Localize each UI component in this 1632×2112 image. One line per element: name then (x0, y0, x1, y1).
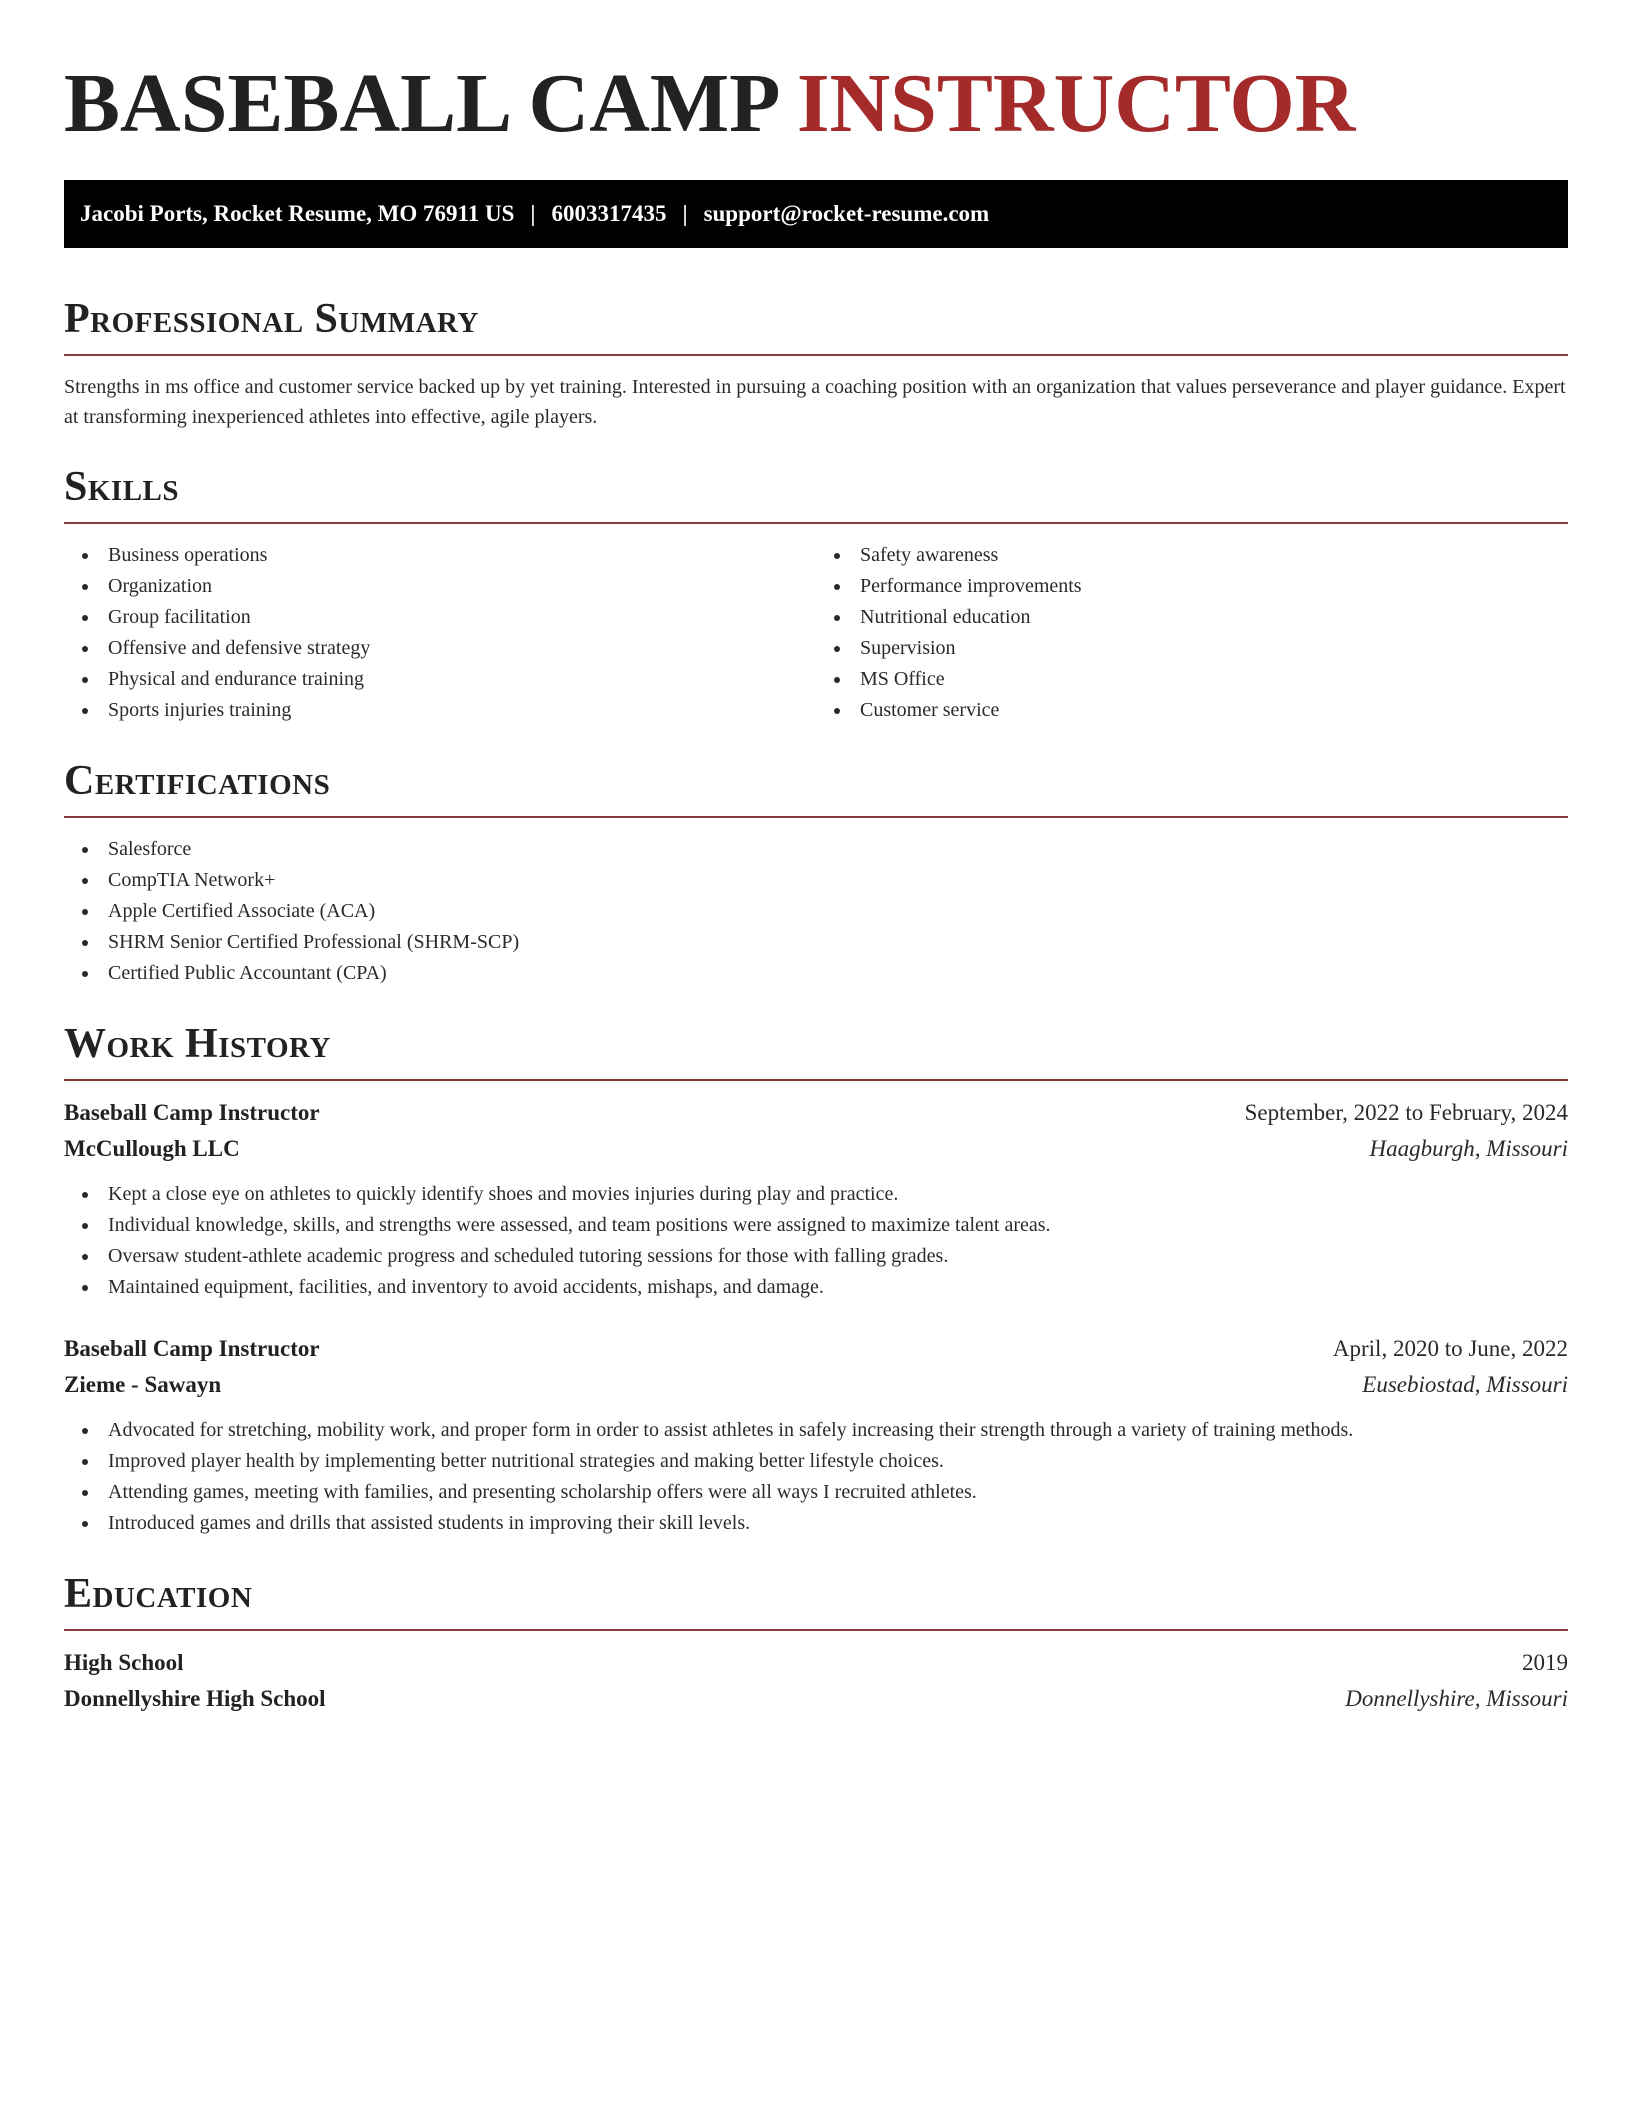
job-title: Baseball Camp Instructor (64, 1100, 320, 1125)
job-company: McCullough LLC (64, 1136, 240, 1161)
summary-text: Strengths in ms office and customer service backed up by yet training. Interested in pursuing a coaching position with an organization that values perseverance and player guidance. Expert at transforming inexperienced athletes into effective, agile players. (64, 376, 1566, 428)
job-bullet: Improved player health by implementing better nutritional strategies and making better lifestyle choices. (64, 1446, 1568, 1477)
skills-section (64, 466, 1568, 726)
job-bullet: Advocated for stretching, mobility work, and proper form in order to assist athletes in safely increasing their strength through a variety of training methods. (64, 1415, 1568, 1446)
summary-section (64, 298, 1568, 432)
education-year: 2019 (1522, 1650, 1568, 1675)
job-entry (64, 1095, 1568, 1303)
certification-item: Salesforce (64, 834, 1568, 865)
certification-item: Certified Public Accountant (CPA) (64, 958, 1568, 989)
job-bullets (64, 1415, 1568, 1539)
contact-separator: | (682, 201, 688, 226)
certification-item: SHRM Senior Certified Professional (SHRM-SCP) (64, 927, 1568, 958)
skill-item: Organization (64, 571, 816, 602)
education-school: Donnellyshire High School (64, 1686, 326, 1711)
certification-item: Apple Certified Associate (ACA) (64, 896, 1568, 927)
education-degree: High School (64, 1650, 184, 1675)
job-bullets (64, 1179, 1568, 1303)
section-divider (64, 1629, 1568, 1631)
contact-phone: 6003317435 (551, 201, 667, 226)
skill-item: Offensive and defensive strategy (64, 633, 816, 664)
job-company-row (64, 1367, 1568, 1403)
skills-heading: Skills (64, 464, 180, 510)
certification-item: CompTIA Network+ (64, 865, 1568, 896)
skills-grid (64, 540, 1568, 726)
section-divider (64, 816, 1568, 818)
job-bullet: Maintained equipment, facilities, and inventory to avoid accidents, mishaps, and damage. (64, 1272, 1568, 1303)
job-bullet: Individual knowledge, skills, and strengths were assessed, and team positions were assigned to maximize talent areas. (64, 1210, 1568, 1241)
section-divider (64, 354, 1568, 356)
skill-item: Business operations (64, 540, 816, 571)
education-header-row (64, 1645, 1568, 1681)
education-entry (64, 1645, 1568, 1717)
contact-bar (64, 180, 1568, 248)
job-dates: September, 2022 to February, 2024 (1244, 1100, 1568, 1125)
job-bullet: Attending games, meeting with families, and presenting scholarship offers were all ways I recruited athletes. (64, 1477, 1568, 1508)
title-main: BASEBALL CAMP (64, 57, 776, 150)
skills-list-right (816, 540, 1568, 726)
skill-item: MS Office (816, 664, 1568, 695)
job-header-row (64, 1331, 1568, 1367)
skill-item: Supervision (816, 633, 1568, 664)
job-company: Zieme - Sawayn (64, 1372, 222, 1397)
certifications-heading: Certifications (64, 758, 331, 804)
section-divider (64, 1079, 1568, 1081)
skill-item: Customer service (816, 695, 1568, 726)
skill-item: Sports injuries training (64, 695, 816, 726)
skills-list-left (64, 540, 816, 726)
education-section (64, 1573, 1568, 1717)
certifications-section (64, 760, 1568, 989)
contact-address: Jacobi Ports, Rocket Resume, MO 76911 US (80, 201, 515, 226)
skill-item: Group facilitation (64, 602, 816, 633)
work-history-section (64, 1023, 1568, 1539)
job-dates: April, 2020 to June, 2022 (1332, 1336, 1568, 1361)
job-title: Baseball Camp Instructor (64, 1336, 320, 1361)
education-school-row (64, 1681, 1568, 1717)
job-location: Eusebiostad, Missouri (1362, 1372, 1568, 1397)
skill-item: Safety awareness (816, 540, 1568, 571)
job-header-row (64, 1095, 1568, 1131)
contact-separator: | (530, 201, 536, 226)
certifications-list (64, 834, 1568, 989)
skill-item: Performance improvements (816, 571, 1568, 602)
contact-email: support@rocket-resume.com (703, 201, 990, 226)
job-bullet: Oversaw student-athlete academic progress and scheduled tutoring sessions for those with falling grades. (64, 1241, 1568, 1272)
summary-heading: Professional Summary (64, 296, 479, 342)
job-bullet: Kept a close eye on athletes to quickly identify shoes and movies injuries during play and practice. (64, 1179, 1568, 1210)
work-history-heading: Work History (64, 1021, 331, 1067)
job-company-row (64, 1131, 1568, 1167)
title-accent: INSTRUCTOR (796, 57, 1356, 150)
job-location: Haagburgh, Missouri (1369, 1136, 1568, 1161)
skill-item: Nutritional education (816, 602, 1568, 633)
resume-title (64, 54, 1568, 150)
section-divider (64, 522, 1568, 524)
job-entry (64, 1331, 1568, 1539)
education-heading: Education (64, 1571, 253, 1617)
education-location: Donnellyshire, Missouri (1345, 1686, 1568, 1711)
skill-item: Physical and endurance training (64, 664, 816, 695)
job-bullet: Introduced games and drills that assisted students in improving their skill levels. (64, 1508, 1568, 1539)
